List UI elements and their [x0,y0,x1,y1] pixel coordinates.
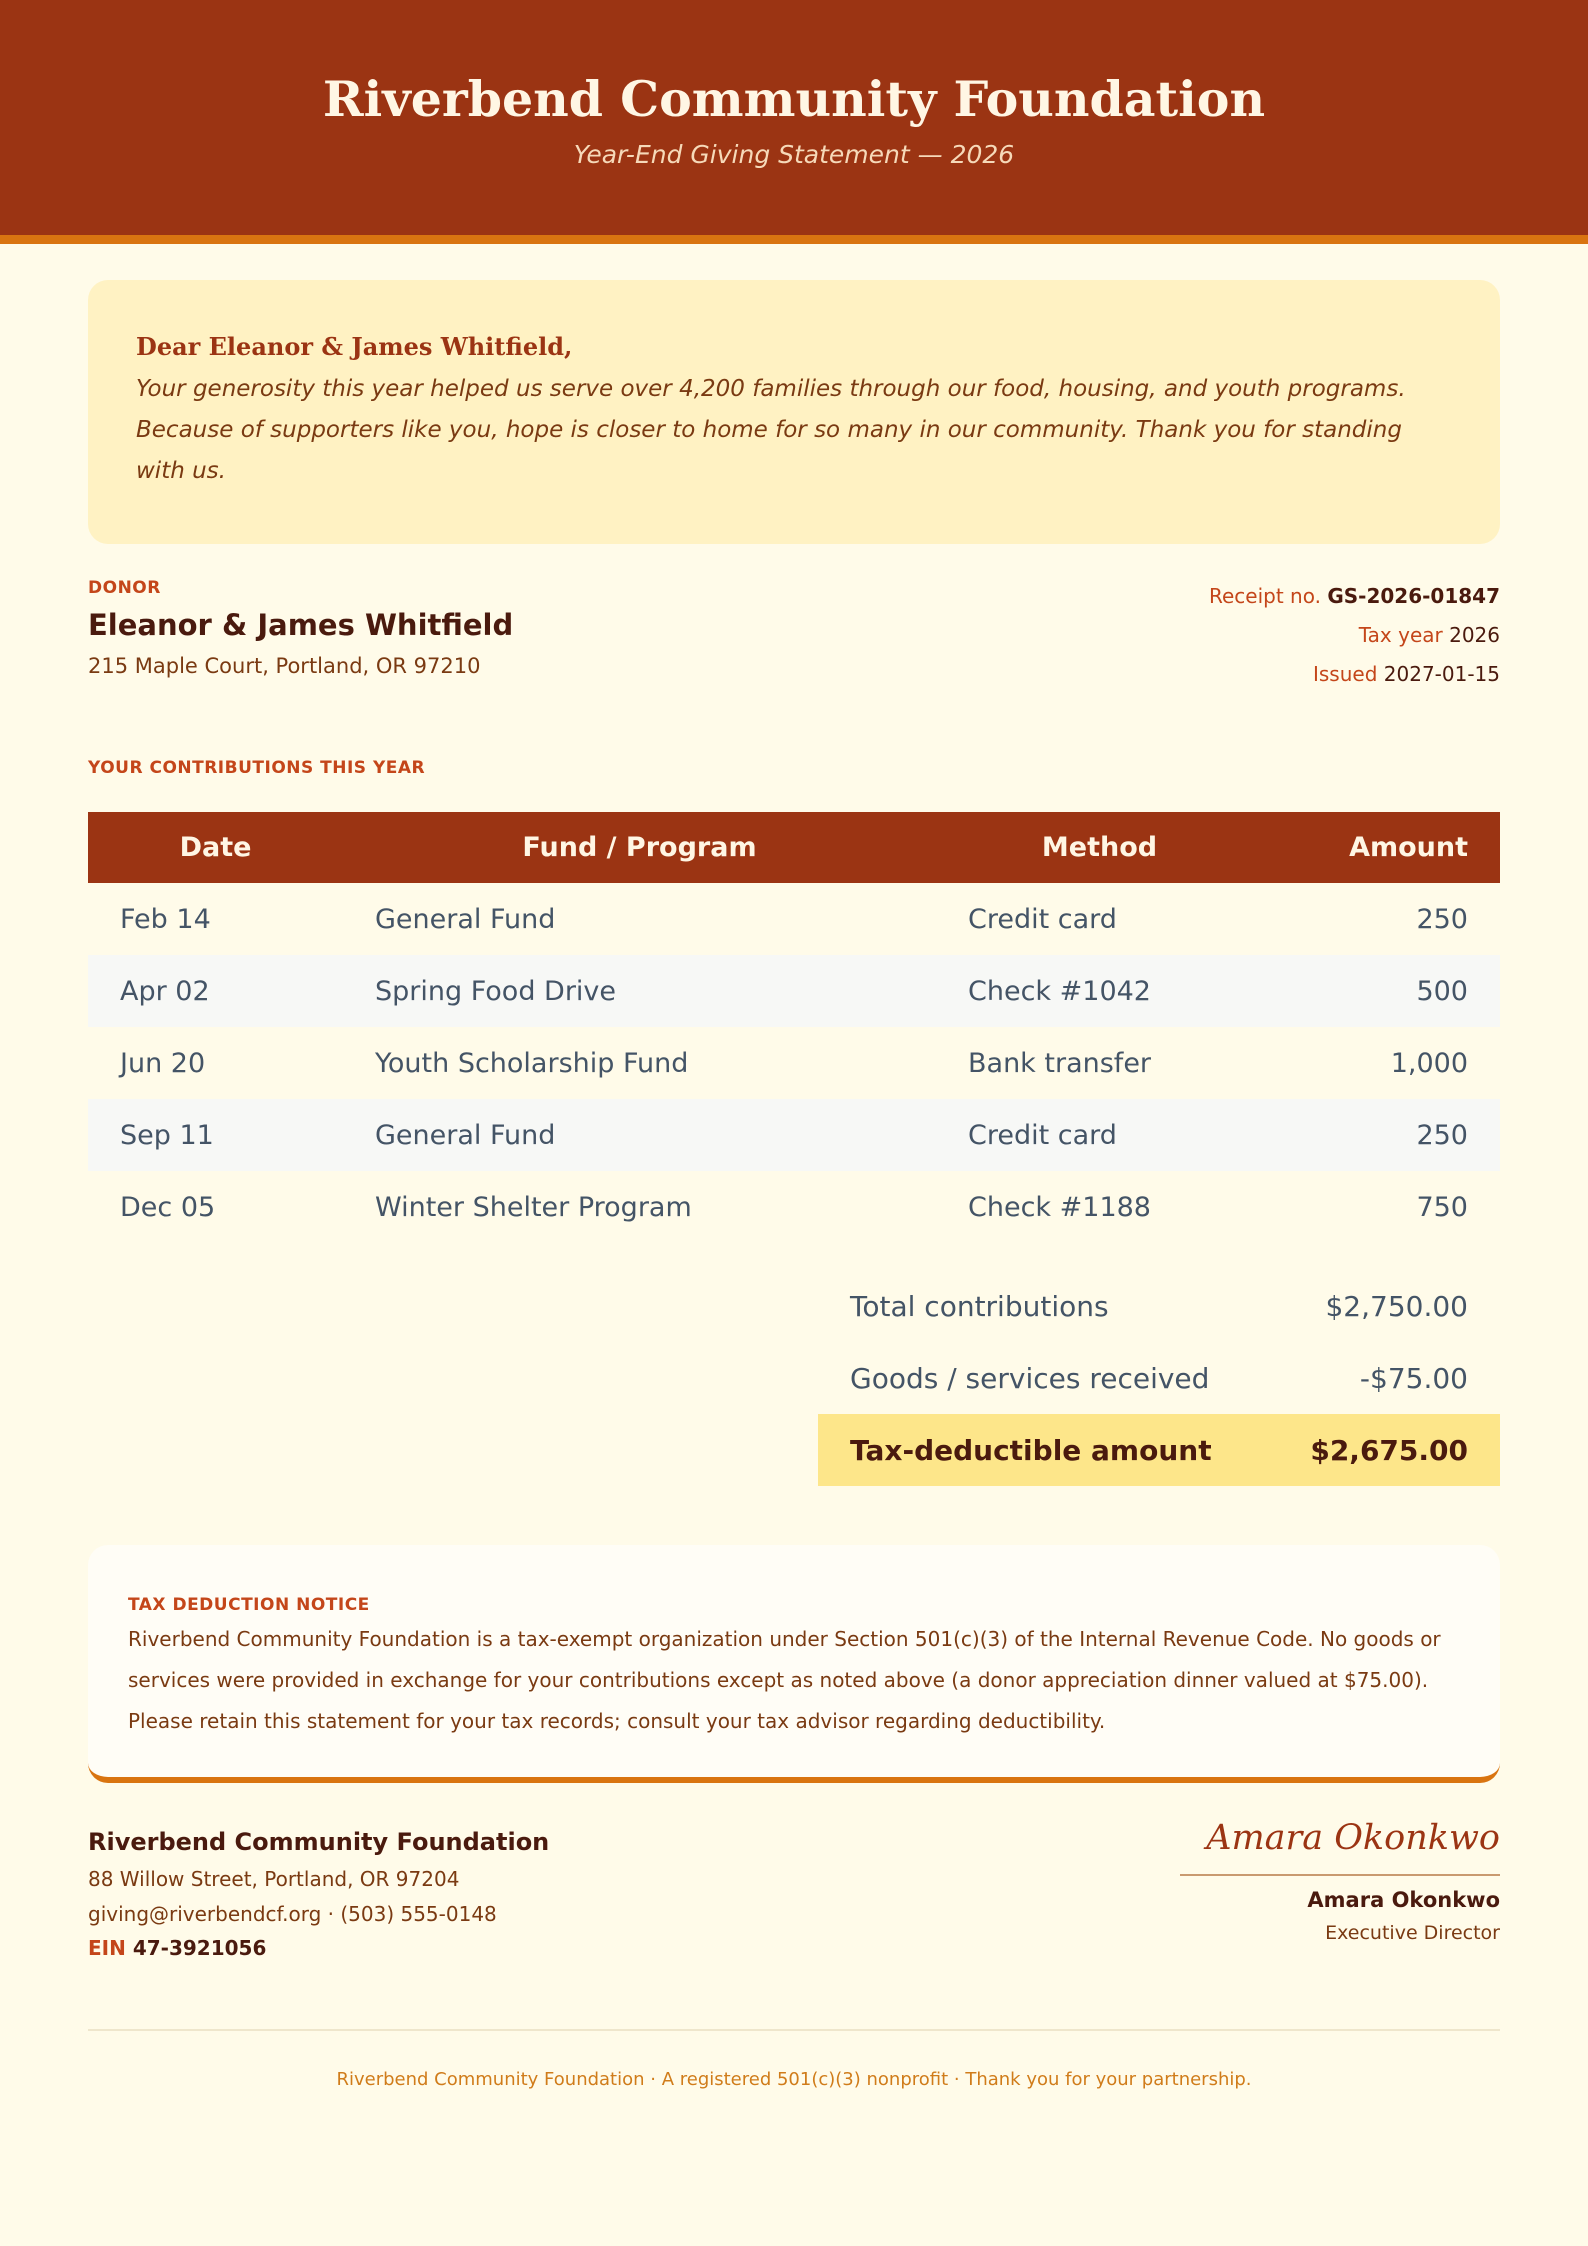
cell-date: Feb 14 [120,903,211,935]
tax-deductible-row [818,1414,1500,1486]
cell-date: Dec 05 [120,1191,216,1223]
ein-label: EIN [88,1936,126,1960]
cell-fund: General Fund [375,903,556,935]
donor-label: DONOR [88,578,161,598]
donor-block [88,578,513,678]
table-row [88,1099,1500,1171]
cell-amount: 500 [1263,955,1500,1027]
total-contributions-row [818,1270,1500,1342]
footer-org-name: Riverbend Community Foundation [88,1828,550,1856]
letter-greeting: Dear Eleanor & James Whitfield, [136,332,573,361]
cell-amount: 250 [1416,903,1468,935]
cell-date: Sep 11 [88,1099,343,1171]
issued-label: Issued [1312,662,1378,686]
footer-contact: giving@riverbendcf.org · (503) 555-0148 [88,1902,497,1926]
goods-services-value: -$75.00 [1359,1361,1468,1395]
signature-block [1180,1818,1500,1944]
tax-year-line [1209,616,1500,655]
issued-value: 2027-01-15 [1383,662,1500,686]
cell-amount: 750 [1416,1191,1468,1223]
total-contributions-label: Total contributions [850,1289,1109,1323]
cell-amount: 250 [1263,1099,1500,1171]
receipt-meta [1209,577,1500,694]
org-contact-block [88,1828,549,1960]
cell-fund: General Fund [343,1099,936,1171]
thank-you-letter [88,280,1500,544]
table-row [88,1171,1500,1243]
org-title: Riverbend Community Foundation [322,70,1266,128]
bottom-note: Riverbend Community Foundation · A registered 501(c)(3) nonprofit · Thank you for your partnership. [336,2069,1252,2090]
table-row [88,883,1500,955]
statement-subtitle: Year-End Giving Statement — 2026 [573,140,1015,169]
cell-method: Check #1042 [936,955,1263,1027]
contributions-section-label: YOUR CONTRIBUTIONS THIS YEAR [88,758,426,778]
table-row [88,955,1500,1027]
cell-fund: Youth Scholarship Fund [375,1047,689,1079]
column-header-method: Method [936,812,1263,883]
cell-amount: 1,000 [1390,1047,1468,1079]
column-header-amount: Amount [1263,812,1500,883]
signature-script: Amara Okonkwo [1180,1818,1500,1876]
cell-method: Credit card [936,1099,1263,1171]
tax-year-value: 2026 [1449,623,1500,647]
receipt-number-line [1209,577,1500,616]
footer-divider [88,2029,1500,2031]
cell-date: Apr 02 [88,955,343,1027]
tax-deduction-notice [88,1545,1500,1783]
receipt-number-value: GS-2026-01847 [1327,584,1500,608]
donor-address: 215 Maple Court, Portland, OR 97210 [88,654,481,678]
cell-method: Credit card [968,903,1117,935]
tax-year-label: Tax year [1358,623,1443,647]
cell-fund: Winter Shelter Program [375,1191,692,1223]
cell-fund: Spring Food Drive [343,955,936,1027]
goods-services-label: Goods / services received [850,1361,1210,1395]
contributions-table [88,812,1500,1243]
letter-message: Your generosity this year helped us serve over 4,200 families through our food, housing, and youth programs. Because of supporters like you, hope is closer to home for so many in our community. Thank you for standing with us. [136,376,1406,484]
column-header-fund: Fund / Program [343,812,936,883]
goods-services-row [818,1342,1500,1414]
cell-method: Bank transfer [968,1047,1152,1079]
footer-ein [88,1936,549,1960]
table-row [88,1027,1500,1099]
footer-address: 88 Willow Street, Portland, OR 97204 [88,1867,460,1891]
total-contributions-value: $2,750.00 [1325,1289,1468,1323]
cell-method: Check #1188 [968,1191,1151,1223]
cell-date: Jun 20 [120,1047,206,1079]
statement-header [0,0,1588,244]
issued-line [1209,655,1500,694]
notice-label: TAX DEDUCTION NOTICE [128,1595,370,1615]
tax-deductible-value: $2,675.00 [1310,1433,1468,1467]
signatory-title: Executive Director [1325,1922,1500,1944]
column-header-date: Date [88,812,343,883]
donor-name: Eleanor & James Whitfield [88,608,514,642]
table-header-row [88,812,1500,883]
signatory-name: Amara Okonkwo [1307,1888,1500,1912]
tax-deductible-label: Tax-deductible amount [850,1433,1212,1467]
receipt-number-label: Receipt no. [1208,584,1321,608]
notice-text: Riverbend Community Foundation is a tax-exempt organization under Section 501(c)(3) of the Internal Revenue Code. No goods or services were provided in exchange for your contributions except as noted above (a donor appreciation dinner valued at $75.00). Please retain this statement for your tax records; consult your tax advisor regarding deductibility. [128,1627,1441,1733]
totals-block [818,1270,1500,1486]
ein-value: 47-3921056 [132,1936,267,1960]
